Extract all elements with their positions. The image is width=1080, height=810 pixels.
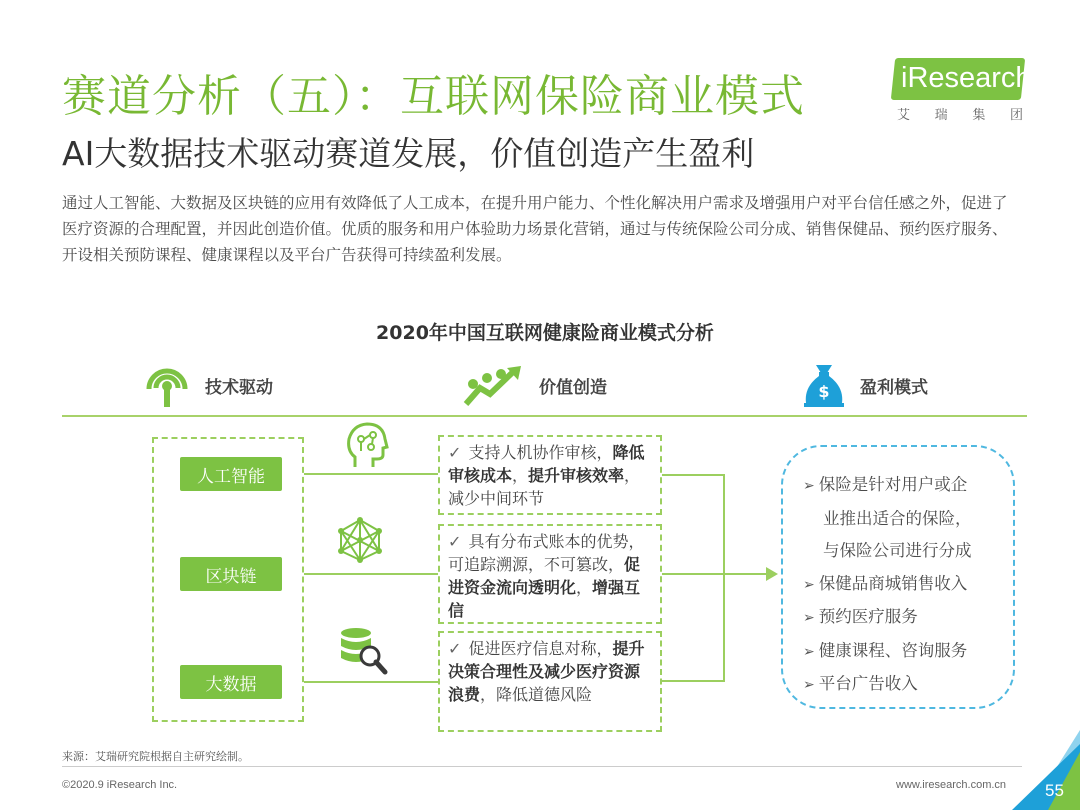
tech-item-bigdata: 大数据	[180, 665, 282, 699]
value-text: ，	[576, 578, 593, 597]
tech-item-ai: 人工智能	[180, 457, 282, 491]
tech-item-blockchain: 区块链	[180, 557, 282, 591]
signal-icon	[143, 361, 191, 409]
value-text: ，	[512, 466, 529, 485]
profit-item	[803, 601, 1003, 635]
profit-item	[803, 635, 1003, 669]
value-highlight: 促进资金流向透明化	[448, 555, 641, 597]
column-tech	[143, 360, 273, 410]
value-text: 促进医疗信息对称，	[468, 639, 613, 658]
page-subtitle: AI大数据技术驱动赛道发展，价值创造产生盈利	[62, 134, 755, 173]
connector-line	[304, 473, 438, 475]
value-text: 具有分布式账本的优势，可追踪溯源，不可篡改，	[448, 532, 645, 574]
profit-text: 保健品商城销售收入	[818, 573, 968, 593]
logo-subtext	[897, 104, 1023, 123]
connector-line	[725, 573, 771, 575]
footer-divider	[62, 766, 1022, 767]
connector-vertical	[723, 474, 725, 682]
value-text: 支持人机协作审核，	[468, 443, 613, 462]
svg-text:$: $	[818, 382, 830, 401]
arrow-bullet-icon: ➢	[803, 610, 815, 626]
profit-text: 健康课程、咨询服务	[818, 640, 968, 660]
copyright-text: ©2020.9 iResearch Inc.	[62, 779, 178, 791]
value-text: ，减少中间环节	[448, 466, 641, 508]
column-profit	[802, 360, 928, 410]
page-corner-decoration	[1000, 730, 1080, 810]
team-growth-icon	[463, 364, 525, 406]
arrow-bullet-icon: ➢	[803, 643, 815, 660]
ai-brain-icon	[345, 421, 389, 471]
arrow-head-icon	[766, 567, 778, 581]
profit-item	[803, 668, 1003, 702]
value-highlight: 增强互信	[448, 578, 641, 620]
connector-line	[662, 573, 725, 575]
network-icon	[337, 517, 383, 563]
profit-text: 保险是针对用户或企	[818, 475, 968, 494]
iresearch-logo	[893, 58, 1032, 128]
logo-char: 团	[1009, 108, 1023, 123]
diagram-title: 2020年中国互联网健康险商业模式分析	[376, 322, 714, 344]
value-box-bigdata	[438, 631, 662, 732]
profit-item	[803, 568, 1003, 602]
connector-line	[662, 680, 725, 682]
page-number: 55	[1045, 781, 1064, 800]
source-note: 来源：艾瑞研究院根据自主研究绘制。	[62, 750, 249, 763]
logo-char: 瑞	[934, 108, 948, 123]
intro-paragraph: 通过人工智能、大数据及区块链的应用有效降低了人工成本，在提升用户能力、个性化解决用户需求及增强用户对平台信任感之外，促进了医疗资源的合理配置，并因此创造价值。优质的服务和用户体验助力场景化营销，通过与传统保险公司分成、销售保健品、预约医疗服务、开设相关预防课程、健康课程以及平台广告获得可持续盈利发展。	[62, 194, 1008, 264]
money-bag-icon	[802, 361, 846, 409]
website-text: www.iresearch.com.cn	[896, 779, 1007, 791]
check-icon: ✓	[448, 532, 462, 551]
page-title: 赛道分析（五）：互联网保险商业模式	[62, 71, 805, 122]
connector-line	[304, 681, 438, 683]
connector-line	[304, 573, 438, 575]
profit-text: 平台广告收入	[818, 674, 918, 693]
arrow-bullet-icon: ➢	[803, 576, 815, 593]
profit-text: 预约医疗服务	[818, 607, 918, 626]
value-highlight: 提升决策合理性及减少医疗资源浪费	[448, 639, 645, 704]
value-box-ai	[438, 435, 662, 515]
column-profit-label: 盈利模式	[860, 377, 928, 398]
value-text: ，降低道德风险	[480, 685, 593, 704]
column-tech-label: 技术驱动	[205, 377, 273, 398]
logo-char: 艾	[897, 108, 911, 123]
logo-char: 集	[972, 108, 986, 123]
value-highlight: 降低审核成本	[448, 443, 645, 485]
arrow-bullet-icon: ➢	[803, 478, 815, 494]
profit-container	[781, 445, 1015, 709]
check-icon: ✓	[448, 639, 462, 658]
value-box-blockchain	[438, 524, 662, 624]
value-highlight: 提升审核效率	[528, 466, 625, 485]
profit-text: 业推出适合的保险，	[823, 508, 972, 528]
column-value	[463, 360, 607, 410]
arrow-bullet-icon: ➢	[803, 677, 815, 693]
database-search-icon	[338, 626, 388, 676]
logo-text: iResearch	[901, 62, 1032, 94]
header-divider	[62, 415, 1027, 417]
profit-text: 与保险公司进行分成	[823, 541, 972, 560]
column-value-label: 价值创造	[539, 377, 607, 398]
check-icon: ✓	[448, 443, 462, 462]
connector-line	[662, 474, 725, 476]
profit-item	[803, 469, 1003, 503]
